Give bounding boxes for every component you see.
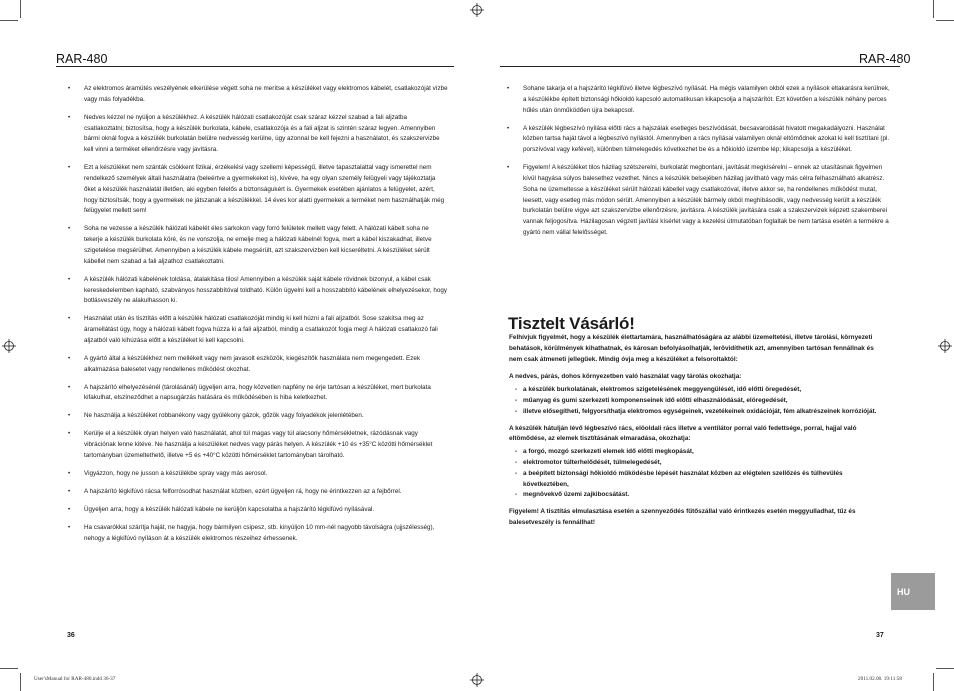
dash-marker-icon: - bbox=[515, 386, 518, 394]
dash-marker-icon: - bbox=[515, 396, 518, 404]
crop-mark bbox=[936, 20, 954, 21]
bullet-item bbox=[68, 314, 448, 346]
intro-paragraph: Felhívjuk figyelmét, hogy a készülék élettartamára, használhatóságára az alábbi üzemeltetési, illetve tárolási, környezeti behatások, körülmények kihathatnak, és károsan befolyásolhatják, lerövidíthetik azt, amennyiben tartósan fennállnak és nem csak átmeneti jellegűek. Mindig óvja meg a készüléket a felsoroltaktól: bbox=[509, 334, 874, 363]
bullet-dot-icon: • bbox=[68, 505, 71, 513]
crop-mark bbox=[936, 668, 954, 669]
registration-mark-icon bbox=[938, 339, 952, 353]
dash-marker-icon: - bbox=[515, 458, 518, 466]
section2-title: A készülék hátulján lévő légbeszívó rács, elöoldali rács illetve a ventilátor porral való fedettsége, porral, hajjal való eltömődése, az elemek tisztításának elmaradása, okozhatja: bbox=[509, 424, 857, 443]
bullet-text: A készülék légbeszívó nyílása előtti rács a hajszálak esetleges beszívódását, becsavarodását hivatott megakadályozni. Használat közben tartsa haját távol a légbeszívó nyílástól. Amennyiben a rács nyílásai valamilyen oknál eltömődnek azokat ki kell tisztítani (pl. porszívóval vagy kefével), különben túlmelegedés következhet be és a hőkioldó üzembe lép; kikapcsolja a készüléket. bbox=[523, 124, 890, 154]
crop-mark bbox=[0, 668, 18, 669]
registration-mark-icon bbox=[470, 3, 484, 17]
bullet-item bbox=[68, 429, 448, 461]
bullet-text: Soha ne vezesse a készülék hálózati kábelét éles sarkokon vagy forró felületek mellett vagy felett. A hálózati kábelt soha ne tekerje a készülék burkolata köré, és ne vonszolja, ne emelje meg a hálózati kábelnél fogva, mert a kábel kiszakadhat, illetve szigetelése megsérülhet. Amennyiben a készülék kábele megsérült, azt szakszervizben kell kicseréltetni. A készüléket sérült kábellel nem szabad a fali aljzathoz csatlakoztatni. bbox=[84, 225, 432, 265]
bullet-dot-icon: • bbox=[68, 523, 71, 531]
bullet-dot-icon: • bbox=[68, 487, 71, 495]
list-item bbox=[509, 396, 887, 407]
bullet-text: Használat után és tisztítás előtt a készülék hálózati csatlakozóját mindig ki kell húzni a fali aljzatból. Sose szakítsa meg az áramellátást úgy, hogy a hálózati kábelt fogva húzza ki a fali aljzatból, mindig a csatlakozót fogja meg! A hálózati csatlakozó fali aljzatból való kihúzása előtt a készüléket ki kell kapcsolni. bbox=[84, 315, 438, 344]
bullet-item bbox=[68, 275, 448, 307]
dash-marker-icon: - bbox=[515, 469, 518, 477]
language-tab: HU bbox=[891, 573, 935, 610]
list-item-text: a beépített biztonsági hőkioldó működésbe lépését használat közben az elégtelen szellőzés és túlhevülés következtében, bbox=[523, 469, 843, 488]
footer-timestamp: 2011.02.08. 19:11:58 bbox=[858, 676, 902, 682]
bullet-dot-icon: • bbox=[507, 85, 510, 92]
bullet-item bbox=[68, 487, 448, 498]
bullet-dot-icon: • bbox=[68, 275, 71, 283]
left-page-number: 36 bbox=[67, 632, 75, 639]
list-item-text: elektromotor túlterhelődését, túlmelegedését, bbox=[523, 458, 662, 466]
bullet-text: A hajszárító elhelyezésénél (tárolásánál) ügyeljen arra, hogy közvetlen napfény ne érje tartósan a készüléket, mert burkolata kifakulhat, elszíneződhet a napsugárzás hatására és működésében is hiba keletkezhet. bbox=[84, 383, 431, 402]
bullet-text: A gyártó által a készülékhez nem mellékelt vagy nem javasolt eszközök, kiegészítők használata nem megengedett. Ezek alkalmazása balesetet vagy rendellenes működést okozhat. bbox=[84, 354, 421, 373]
warning-paragraph: Figyelem! A tisztítás elmulasztása esetén a szennyeződés fűtőszállal való érintkezés esetén meggyulladhat, tűz és balesetveszély is fennállhat! bbox=[509, 508, 856, 526]
registration-mark-icon bbox=[470, 673, 484, 687]
bullet-dot-icon: • bbox=[68, 354, 71, 362]
footer-filename: User'sManual for RAR-480.indd 36-37 bbox=[34, 676, 116, 682]
bullet-text: Ha csavarókkal szárítja haját, ne hagyja, hogy bármilyen csipesz, stb. kinyúljon 10 mm-nél nagyobb távolságra (ujjszélesség), nehogy a légkifúvó nyíláson át a készülék elektromos részeihez érhessenek. bbox=[84, 523, 435, 542]
bullet-item bbox=[507, 124, 890, 156]
bullet-dot-icon: • bbox=[68, 430, 71, 438]
bullet-text: Az elektromos áramütés veszélyének elkerülése végett soha ne merítse a készüléket vagy elektromos kábelét, csatlakozóját vízbe vagy más folyadékba. bbox=[84, 85, 448, 103]
list-item bbox=[509, 490, 887, 501]
list-item-text: a készülék burkolatának, elektromos szigetelésének meggyengülését, idő előtti öregedését, bbox=[523, 386, 802, 394]
list-item-text: műanyag és gumi szerkezeti komponenseinek idő előtti elhasználódását, elöregedését, bbox=[523, 396, 788, 404]
left-page-model: RAR-480 bbox=[56, 52, 108, 66]
list-item bbox=[509, 458, 887, 469]
bullet-dot-icon: • bbox=[68, 315, 71, 323]
crop-mark bbox=[20, 0, 21, 18]
list-item bbox=[509, 447, 887, 458]
bullet-item bbox=[507, 163, 890, 239]
right-bullet-column bbox=[507, 84, 890, 246]
bullet-text: Ne használja a készüléket robbanékony vagy gyúlékony gázok, gőzök vagy folyadékok jelenlétében. bbox=[84, 412, 364, 420]
dash-marker-icon: - bbox=[515, 448, 518, 456]
registration-mark-icon bbox=[2, 339, 16, 353]
bullet-item bbox=[68, 84, 448, 106]
crop-mark bbox=[20, 673, 21, 691]
bullet-item bbox=[68, 411, 448, 422]
section-heading: Tisztelt Vásárló! bbox=[508, 314, 635, 333]
section1-list bbox=[509, 385, 887, 417]
crop-mark bbox=[0, 20, 18, 21]
bullet-dot-icon: • bbox=[68, 85, 71, 92]
bullet-text: Ezt a készüléket nem szánták csökkent fizikai, érzékelési vagy szellemi képességű, illetve tapasztalattal vagy ismerettel nem rendelkező személyek általi használatra (beleértve a gyermekeket is), kivéve, ha egy olyan személy felügyeli vagy tájékoztatja őket a készülék használatát illetően, aki egyben felelős a biztonságukért is. Gyermekek esetében ajánlatos a felügyelet, azért, hogy biztosítsák, hogy a gyermekek ne játszanak a készülékkel. 14 éves kor alatti gyermekek a terméket nem használhatják még felügyelet mellett sem! bbox=[84, 164, 445, 215]
list-item-text: a forgó, mozgó szerkezeti elemek idő előtti megkopását, bbox=[523, 448, 694, 456]
left-bullet-list bbox=[68, 84, 448, 545]
list-item-text: megnövekvő üzemi zajkibocsátást. bbox=[523, 491, 630, 499]
section2-list bbox=[509, 447, 887, 501]
bullet-text: A készülék hálózati kábelének toldása, átalakítása tilos! Amennyiben a készülék saját kábele rövidnek bizonyul, a kábel csak kereskedelemben kapható, szabványos hosszabbítóval toldható. Külön ügyelni kell a hosszabbító kábelének elhelyezésekor, hogy botlásveszély ne alakulhasson ki. bbox=[84, 275, 448, 305]
bullet-dot-icon: • bbox=[68, 469, 71, 477]
bullet-item bbox=[68, 354, 448, 376]
bullet-text: Figyelem! A készüléket tilos házilag szétszerelni, burkolatát megbontani, javítását megkísérelni – ennek az utasításnak figyelmen kívül hagyása súlyos balesethez vezethet. Nincs a készülék belsejében házilag javítható vagy más célra felhasználható alkatrész. Soha ne üzemeltesse a készüléket sérült hálózati kábellel vagy csatlakozóval, illetve akkor se, ha rendellenes működést mutat, leesett, vagy esetleg más módon sérült. Amennyiben a készülék bármely okból meghibásodik, vagy nedvesség került a készülék burkolatán belülre vigye azt szakszervizbe ellenőrzésre, javításra. A készülék javítására csak a szakszervizek képzett szakemberei vannak feljogosítva. Házilagosan végzett javítási kísérlet vagy a kezelési útmutatóban foglaltak be nem tartása esetén a termékre a gyártó nem vállal felelősséget. bbox=[523, 164, 889, 236]
bullet-item bbox=[507, 84, 890, 116]
bullet-item bbox=[68, 224, 448, 267]
right-page-number: 37 bbox=[876, 632, 884, 639]
bullet-dot-icon: • bbox=[68, 383, 71, 391]
right-header-rule bbox=[500, 66, 900, 67]
bullet-dot-icon: • bbox=[68, 225, 71, 233]
dash-marker-icon: - bbox=[515, 407, 518, 415]
bullet-item bbox=[68, 523, 448, 545]
bullet-text: Sohane takarja el a hajszárító légkifúvó illetve légbeszívó nyílását. Ha mégis valamilyen okból ezek a nyílások eltakarásra kerülnek, a készülékbe épített biztonsági hőkioldó kapcsoló automatikusan kikapcsolja a hajszárítót. Ezt követően a készülék néhány perces hűlés után önműködően újra bekapcsol. bbox=[523, 85, 890, 114]
crop-mark bbox=[933, 0, 934, 18]
list-item bbox=[509, 407, 887, 418]
bullet-dot-icon: • bbox=[68, 412, 71, 420]
bullet-text: Vigyázzon, hogy ne jusson a készülékbe spray vagy más aerosol. bbox=[84, 469, 268, 477]
bullet-item bbox=[68, 383, 448, 405]
bullet-dot-icon: • bbox=[68, 113, 71, 121]
right-page-model: RAR-480 bbox=[859, 52, 911, 66]
left-bullet-column bbox=[68, 84, 448, 552]
list-item bbox=[509, 469, 887, 491]
bullet-text: A hajszárító légkifúvó rácsa felforrósodhat használat közben, ezért ügyeljen rá, hogy ne érintkezzen az a fejbőrrel. bbox=[84, 487, 402, 495]
list-item-text: illetve elősegítheti, felgyorsíthatja elektromos egységeinek, vezetékeinek oxidációját, fém alkatrészeinek korrózióját. bbox=[523, 407, 877, 415]
section1-title: A nedves, párás, dohos környezetben való használat vagy tárolás okozhatja: bbox=[509, 373, 742, 381]
bullet-text: Ügyeljen arra, hogy a készülék hálózati kábele ne kerüljön kapcsolatba a hajszárító légkifúvó nyílásával. bbox=[84, 505, 375, 513]
bullet-item bbox=[68, 113, 448, 156]
bullet-item bbox=[68, 163, 448, 217]
bullet-item bbox=[68, 469, 448, 480]
dash-marker-icon: - bbox=[515, 491, 518, 499]
bullet-item bbox=[68, 505, 448, 516]
bullet-text: Kerülje el a készülék olyan helyen való használatát, ahol túl magas vagy túl alacsony hőmérsékletnek, rázódásnak vagy vibrációnak lenne kitéve. Ne használja a készüléket nedves vagy párás helyen. A készülék +10 és +35°C közötti hőmérséklet tartományban üzemeltethető, illetve +5 és +40°C közötti hőmérséklet tartományban tárolható. bbox=[84, 430, 433, 459]
care-notice bbox=[509, 333, 887, 529]
left-header-rule bbox=[56, 66, 454, 67]
crop-mark bbox=[933, 673, 934, 691]
bullet-text: Nedves kézzel ne nyúljon a készülékhez. A készülék hálózati csatlakozóját csak száraz kézzel szabad a fali aljzatba csatlakoztatni; biztosítsa, hogy a készülék burkolata, kábele, csatlakozója és a fali aljzat is szintén száraz legyen. Amennyiben bármi oknál fogva a készülék burkolatán belülre nedvesség kerülne, úgy azonnal be kell fejezni a használatot, és szakszervizbe kell vinni a terméket ellenőrzésre vagy javításra. bbox=[84, 113, 440, 154]
bullet-dot-icon: • bbox=[68, 164, 71, 172]
right-bullet-list bbox=[507, 84, 890, 239]
bullet-dot-icon: • bbox=[507, 124, 510, 132]
bullet-dot-icon: • bbox=[507, 164, 510, 172]
list-item bbox=[509, 385, 887, 396]
